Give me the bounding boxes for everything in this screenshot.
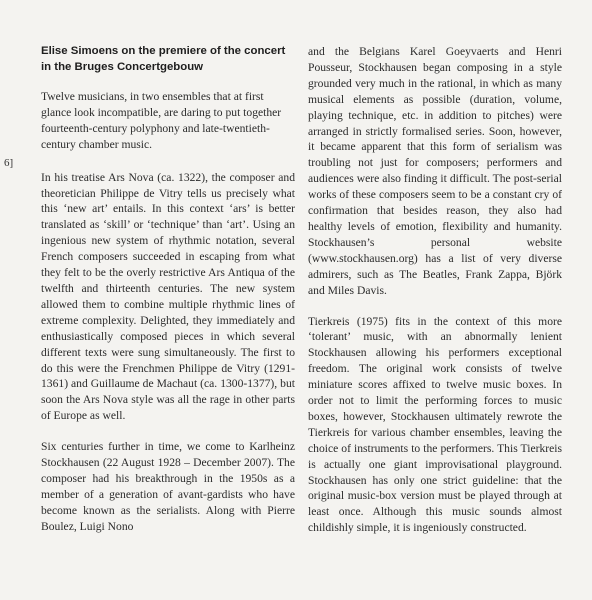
- left-column: [41, 44, 295, 550]
- body-paragraph-tierkreis: Tierkreis (1975) fits in the context of this more ‘tolerant’ music, with an abnormally lenient Stockhausen allowing his performers exceptional freedom. The original work consists of twelve miniature scores affixed to twelve music boxes. In order not to limit the performing forces to music boxes, however, Stockhausen ultimately rewrote the Tierkreis for various chamber ensembles, leaving the choice of instruments to the performers. This Tierkreis is actually one giant improvisational playground. Stockhausen has only one strict guideline: that the original music-box version must be played through at least once. Although this music sounds almost childishly simple, it is ingeniously constructed.: [308, 314, 562, 535]
- body-paragraph-ars-nova: In his treatise Ars Nova (ca. 1322), the composer and theoretician Philippe de Vitry tells us precisely what this ‘new art’ entails. In this context ‘ars’ is better translated as ‘skill’ or ‘technique’ than ‘art’. Using an ingenious new system of rhythmic notation, several French composers succeeded in escaping from what they felt to be the overly restrictive Ars Antiqua of the twelfth and thirteenth centuries. The new system allowed them to combine multiple rhythmic lines of extreme complexity. Delighted, they immediately and enthusiastically composed pieces in which several different texts were sung simultaneously. The first to do this were the Frenchmen Philippe de Vitry (1291-1361) and Guillaume de Machaut (ca. 1300-1377), but soon the Ars Nova style was all the rage in other parts of Europe as well.: [41, 170, 295, 423]
- intro-paragraph: Twelve musicians, in two ensembles that at first glance look incompatible, are daring to put together fourteenth-century polyphony and late-twentieth-century chamber music.: [41, 90, 282, 151]
- body-paragraph-stockhausen: Six centuries further in time, we come to Karlheinz Stockhausen (22 August 1928 – December 2007). The composer had his breakthrough in the 1950s as a member of a generation of avant-gardists who have become known as the serialists. Along with Pierre Boulez, Luigi Nono: [41, 440, 295, 533]
- right-column: [308, 44, 562, 551]
- page-number: 6]: [4, 157, 14, 169]
- article-heading: Elise Simoens on the premiere of the concert in the Bruges Concertgebouw: [41, 45, 286, 73]
- body-paragraph-serialism: and the Belgians Karel Goeyvaerts and Henri Pousseur, Stockhausen began composing in a style grounded very much in the rational, in which as many musical elements as possible (duration, volume, playing technique, etc. in addition to pitches) were arranged in strictly formalised series. Soon, however, it became apparent that this form of serialism was troubling not just for composers; performers and audiences were also finding it difficult. The post-serial works of these composers seem to be a constant cry of confirmation that besides reason, they also had healthy levels of emotion, flexibility and humanity. Stockhausen’s personal website (www.stockhausen.org) has a list of very diverse admirers, such as The Beatles, Frank Zappa, Björk and Miles Davis.: [308, 45, 562, 297]
